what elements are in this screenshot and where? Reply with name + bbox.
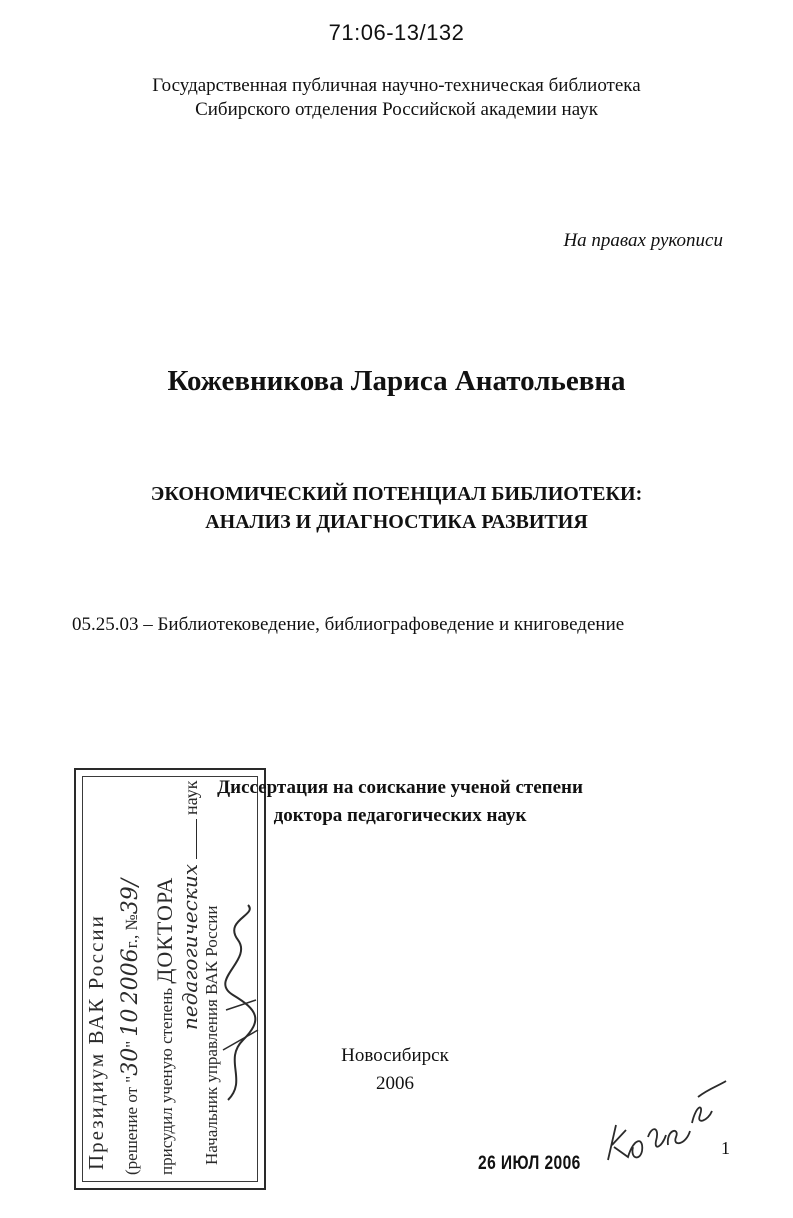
imprint <box>300 1042 490 1098</box>
stamp-day: 30 <box>118 1047 143 1076</box>
stamp-year: 2006 <box>118 948 143 1005</box>
stamp-line-5: Начальник управления ВАК России <box>202 905 221 1165</box>
imprint-year: 2006 <box>376 1073 414 1094</box>
specialty-code: 05.25.03 – Библиотековедение, библиографоведение и книговедение <box>72 614 625 635</box>
stamp-degree: ДОКТОРА <box>152 876 177 984</box>
received-date-stamp: 26 ИЮЛ 2006 <box>478 1153 581 1174</box>
stamp-line-2-mid: г., № <box>122 914 141 949</box>
title-line-2: АНАЛИЗ И ДИАГНОСТИКА РАЗВИТИЯ <box>205 511 588 533</box>
organization <box>0 74 793 122</box>
organization-line-1: Государственная публичная научно-техническая библиотека <box>152 75 641 96</box>
degree-line-2: доктора педагогических наук <box>273 805 527 826</box>
author-name: Кожевникова Лариса Анатольевна <box>167 365 626 397</box>
stamp-line-4-suffix: наук <box>181 780 201 815</box>
stamp-line-2-prefix: (решение от " <box>122 1075 141 1175</box>
stamp-month: 10 <box>118 1008 143 1037</box>
page-number: 1 <box>721 1138 730 1158</box>
dissertation-title <box>0 480 793 536</box>
title-line-1: ЭКОНОМИЧЕСКИЙ ПОТЕНЦИАЛ БИБЛИОТЕКИ: <box>150 483 643 505</box>
shelfmark: 71:06-13/132 <box>328 20 465 45</box>
stamp-line-1: Президиум ВАК России <box>84 914 108 1170</box>
organization-line-2: Сибирского отделения Российской академии наук <box>195 99 598 120</box>
degree-statement <box>185 774 615 830</box>
imprint-city: Новосибирск <box>341 1045 449 1066</box>
stamp-number: 39/ <box>118 878 143 915</box>
stamp-line-2: (решение от "30" 10 2006г., №39/ <box>118 878 143 1175</box>
stamp-line-3 <box>152 877 178 1175</box>
rights-note: На правах рукописи <box>563 230 723 251</box>
stamp-field: педагогических <box>178 863 202 1030</box>
stamp-line-3-prefix: присудил ученую степень <box>157 987 176 1175</box>
degree-line-1: Диссертация на соискание ученой степени <box>217 777 583 798</box>
